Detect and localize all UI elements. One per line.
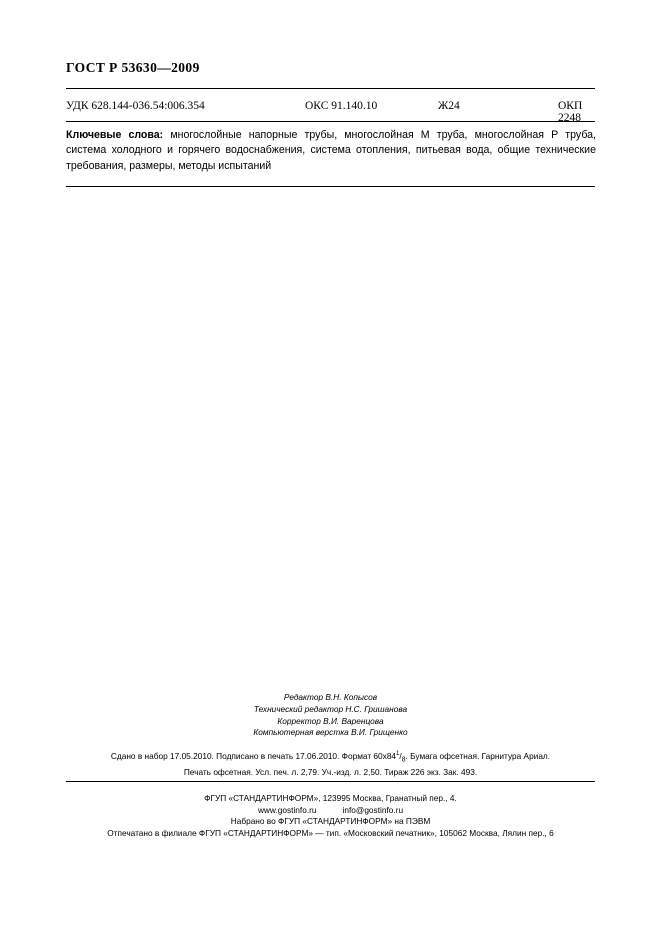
credit-editor: Редактор В.Н. Копысов <box>283 692 378 702</box>
print-info-line-1: Сдано в набор 17.05.2010. Подписано в печать 17.06.2010. Формат $60х84^1/_8$. Бумага офсетная. Гарнитура Ариал. <box>110 750 551 764</box>
keywords-label: Ключевые слова: <box>66 129 164 141</box>
okp-code: ОКП 2248 <box>558 100 583 124</box>
keywords-block <box>66 128 596 174</box>
credit-layout: Компьютерная верстка В.И. Грищенко <box>253 727 408 738</box>
publisher-email[interactable]: info@gostinfo.ru <box>342 804 404 815</box>
print-info-block <box>0 748 661 779</box>
publisher-printing: Отпечатано в филиале ФГУП «СТАНДАРТИНФОРМ» — тип. «Московский печатник», 105062 Москва, Лялин пер., 6 <box>107 827 554 838</box>
credit-corrector: Корректор В.И. Варенцова <box>277 715 384 726</box>
publisher-block <box>0 793 661 839</box>
divider-footer <box>66 781 595 782</box>
divider-middle <box>66 121 595 122</box>
udk-code: УДК 628.144-036.54:006.354 <box>66 100 205 112</box>
divider-bottom <box>66 186 595 187</box>
credits-block <box>0 692 661 739</box>
fraction-denominator: 8 <box>401 756 406 764</box>
group-code: Ж24 <box>438 100 460 112</box>
keywords-text: многослойные напорные трубы, многослойная М труба, многослойная Р труба, система холодного и горячего водоснабжения, система отопления, питьевая вода, общие технические требования, размеры, методы испытаний <box>66 129 596 172</box>
publisher-contacts <box>0 805 661 817</box>
classification-codes-row <box>66 100 595 124</box>
oks-code: ОКС 91.140.10 <box>305 100 378 112</box>
publisher-typesetting: Набрано во ФГУП «СТАНДАРТИНФОРМ» на ПЭВМ <box>230 816 431 827</box>
print-info-line-2: Печать офсетная. Усл. печ. л. 2,79. Уч.-изд. л. 2,50. Тираж 226 экз. Зак. 493. <box>183 767 478 778</box>
divider-top <box>66 88 595 89</box>
publisher-website[interactable]: www.gostinfo.ru <box>257 804 317 815</box>
publisher-address: ФГУП «СТАНДАРТИНФОРМ», 123995 Москва, Гранатный пер., 4. <box>204 793 457 803</box>
credit-technical-editor: Технический редактор Н.С. Гришанова <box>253 703 408 714</box>
fraction-numerator: 1 <box>396 751 400 757</box>
page-title: ГОСТ Р 53630—2009 <box>66 60 200 75</box>
